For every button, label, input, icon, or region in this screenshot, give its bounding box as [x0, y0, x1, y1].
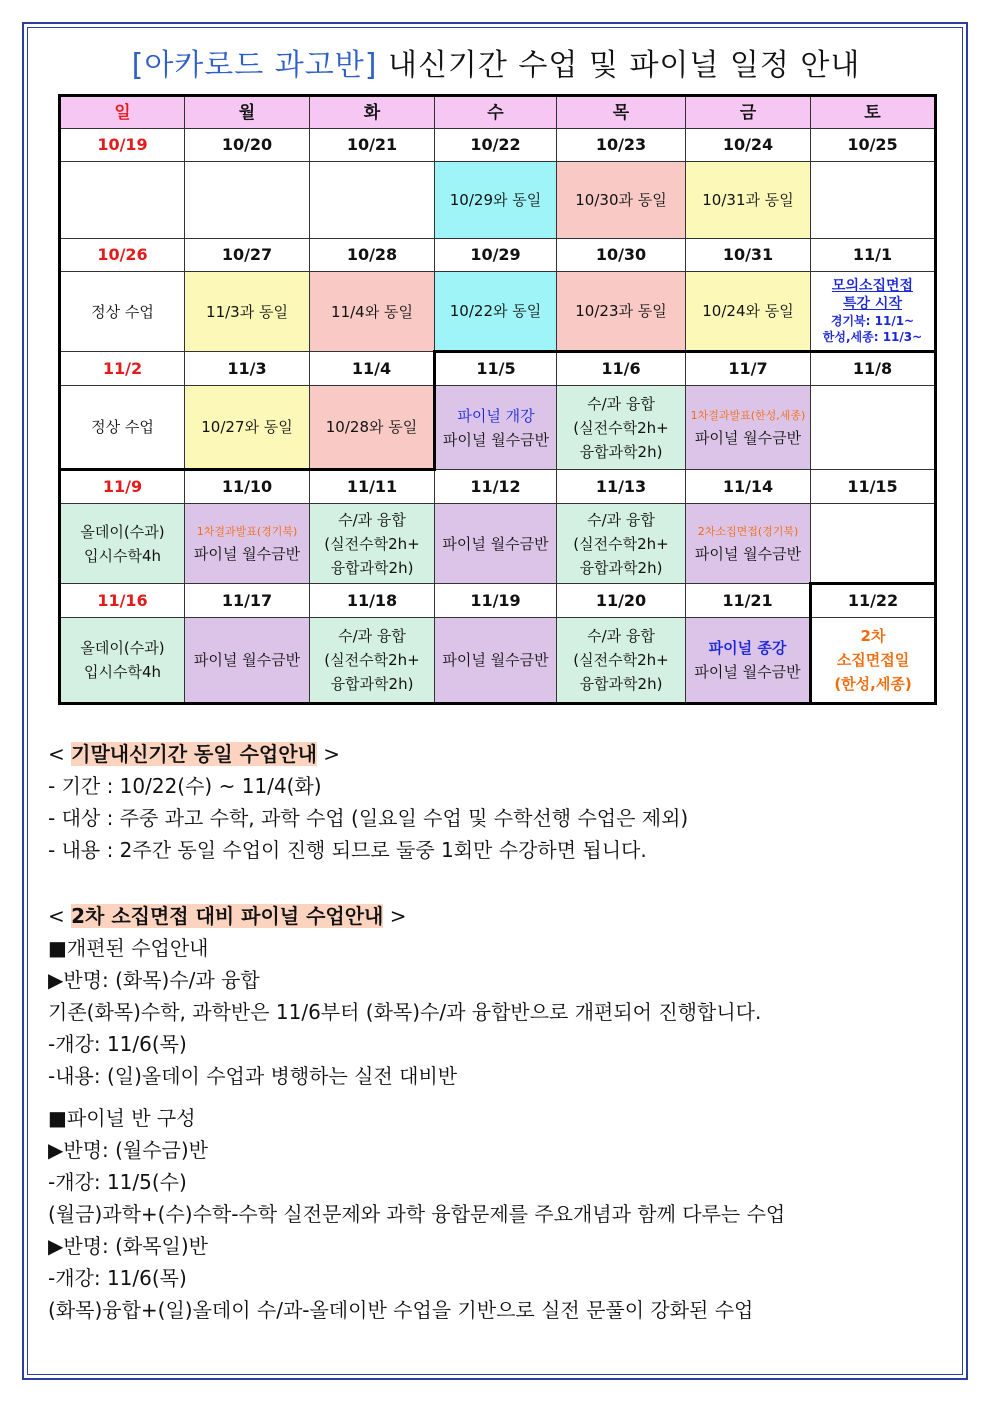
mock-interview-start: 특강 시작 [843, 296, 902, 312]
event-cell-fusion [557, 386, 686, 470]
date-cell: 11/12 [435, 470, 557, 504]
date-cell: 11/17 [185, 584, 310, 618]
date-cell: 10/26 [60, 239, 185, 272]
fusion-math: (실전수학2h+ [324, 534, 420, 553]
date-cell: 11/5 [435, 352, 557, 386]
date-cell: 11/21 [686, 584, 811, 618]
notice2-open2: -개강: 11/5(수) [48, 1170, 187, 1194]
event-cell [811, 504, 936, 584]
second-interview-l2: 소집면접일 [836, 651, 910, 669]
event-cell-allday [60, 504, 185, 584]
event-cell: 11/3과 동일 [185, 272, 310, 352]
week2-events [60, 272, 936, 352]
notice2-open1: -개강: 11/6(목) [48, 1032, 187, 1056]
date-cell: 10/21 [310, 129, 435, 162]
fusion-science: 융합과학2h) [330, 558, 414, 577]
date-cell: 11/3 [185, 352, 310, 386]
fusion-science: 융합과학2h) [579, 675, 663, 693]
event-cell: 10/22와 동일 [435, 272, 557, 352]
event-cell: 파이널 월수금반 [435, 618, 557, 704]
event-cell-fusion [310, 504, 435, 584]
result-announce: 1차결과발표(한성,세종) [690, 408, 806, 422]
date-cell: 11/1 [811, 239, 936, 272]
date-cell: 11/2 [60, 352, 185, 386]
date-cell: 10/30 [557, 239, 686, 272]
fusion-math: (실전수학2h+ [573, 418, 669, 437]
week1-dates [60, 129, 936, 162]
fusion-title: 수/과 융합 [587, 510, 655, 529]
notice2-open3: -개강: 11/6(목) [48, 1266, 187, 1290]
week5-dates [60, 584, 936, 618]
date-cell: 11/6 [557, 352, 686, 386]
event-cell: 10/29와 동일 [435, 162, 557, 239]
notice2-content1: -내용: (일)올데이 수업과 병행하는 실전 대비반 [48, 1064, 458, 1088]
event-cell: 10/28와 동일 [310, 386, 435, 470]
weekday-sun: 일 [60, 96, 185, 129]
event-cell-result [686, 386, 811, 470]
week3-events [60, 386, 936, 470]
event-cell: 10/31과 동일 [686, 162, 811, 239]
weekday-thu: 목 [557, 96, 686, 129]
date-cell: 11/4 [310, 352, 435, 386]
fusion-math: (실전수학2h+ [573, 651, 669, 669]
allday-math: 입시수학4h [83, 546, 161, 565]
date-cell: 10/27 [185, 239, 310, 272]
fusion-title: 수/과 융합 [587, 394, 655, 413]
final-class-label: 파이널 월수금반 [694, 544, 802, 563]
event-cell [811, 386, 936, 470]
event-cell-final-open [435, 386, 557, 470]
event-cell [185, 162, 310, 239]
week4-dates [60, 470, 936, 504]
result-announce: 1차결과발표(경기북) [196, 524, 298, 538]
date-cell: 11/15 [811, 470, 936, 504]
notice2-sec1: ■개편된 수업안내 [48, 936, 209, 960]
fusion-title: 수/과 융합 [587, 627, 655, 645]
event-cell: 11/4와 동일 [310, 272, 435, 352]
date-cell: 11/10 [185, 470, 310, 504]
event-cell-interview [686, 504, 811, 584]
interview-announce: 2차소집면접(경기북) [697, 524, 799, 538]
event-cell-fusion [310, 618, 435, 704]
event-cell-result [185, 504, 310, 584]
weekday-wed: 수 [435, 96, 557, 129]
date-cell: 11/18 [310, 584, 435, 618]
event-cell-mock-interview [811, 272, 936, 352]
event-cell: 10/23과 동일 [557, 272, 686, 352]
event-cell-second-interview [811, 618, 936, 704]
notice2-desc1: 기존(화목)수학, 과학반은 11/6부터 (화목)수/과 융합반으로 개편되어 진행합니다. [48, 1000, 762, 1024]
notice2-desc3: (화목)융합+(일)올데이 수/과-올데이반 수업을 기반으로 실전 문풀이 강화된 수업 [48, 1298, 754, 1322]
notice2-desc2: (월금)과학+(수)수학-수학 실전문제와 과학 융합문제를 주요개념과 함께 다루는 수업 [48, 1202, 786, 1226]
event-cell: 정상 수업 [60, 386, 185, 470]
date-cell: 11/8 [811, 352, 936, 386]
fusion-science: 융합과학2h) [330, 675, 414, 693]
mock-interview-hansung: 한성,세종: 11/3~ [822, 330, 923, 344]
notice1-heading: < 기말내신기간 동일 수업안내 > [48, 742, 341, 766]
event-cell: 정상 수업 [60, 272, 185, 352]
date-cell: 10/19 [60, 129, 185, 162]
week4-events [60, 504, 936, 584]
final-class-label: 파이널 월수금반 [694, 663, 801, 681]
allday-title: 올데이(수과) [80, 522, 165, 541]
fusion-science: 융합과학2h) [579, 558, 663, 577]
event-cell: 10/24와 동일 [686, 272, 811, 352]
mock-interview-link[interactable]: 모의소집면접 [831, 278, 914, 294]
date-cell: 11/20 [557, 584, 686, 618]
mock-interview-north: 경기북: 11/1~ [830, 314, 915, 328]
allday-title: 올데이(수과) [80, 639, 165, 657]
notice1-period: - 기간 : 10/22(수) ~ 11/4(화) [48, 774, 322, 798]
notice1-content: - 내용 : 2주간 동일 수업이 진행 되므로 둘중 1회만 수강하면 됩니다. [48, 838, 647, 862]
date-cell: 10/22 [435, 129, 557, 162]
date-cell: 11/9 [60, 470, 185, 504]
event-cell [811, 162, 936, 239]
week3-dates [60, 352, 936, 386]
fusion-science: 융합과학2h) [579, 442, 663, 461]
notice2-sec2: ■파이널 반 구성 [48, 1106, 196, 1130]
notice2-heading-text: 2차 소집면접 대비 파이널 수업안내 [71, 904, 384, 928]
weekday-mon: 월 [185, 96, 310, 129]
date-cell: 10/23 [557, 129, 686, 162]
date-cell: 11/16 [60, 584, 185, 618]
date-cell: 11/22 [811, 584, 936, 618]
fusion-title: 수/과 융합 [338, 510, 406, 529]
week2-dates [60, 239, 936, 272]
page-title [0, 40, 992, 84]
final-close-label: 파이널 종강 [708, 639, 787, 657]
notice2-heading: < 2차 소집면접 대비 파이널 수업안내 > [48, 904, 407, 928]
title-brand: [아카로드 과고반] [131, 48, 378, 83]
date-cell: 11/7 [686, 352, 811, 386]
date-cell: 11/14 [686, 470, 811, 504]
notice2-class1: ▶반명: (화목)수/과 융합 [48, 968, 260, 992]
schedule-calendar [58, 94, 937, 705]
date-cell: 10/20 [185, 129, 310, 162]
date-cell: 10/24 [686, 129, 811, 162]
week5-events [60, 618, 936, 704]
date-cell: 11/11 [310, 470, 435, 504]
notice1-heading-text: 기말내신기간 동일 수업안내 [71, 742, 317, 766]
allday-math: 입시수학4h [83, 663, 161, 681]
event-cell [60, 162, 185, 239]
final-class-label: 파이널 월수금반 [193, 544, 301, 563]
event-cell: 파이널 월수금반 [185, 618, 310, 704]
final-open-label: 파이널 개강 [457, 406, 535, 425]
event-cell-final-close [686, 618, 811, 704]
fusion-math: (실전수학2h+ [324, 651, 420, 669]
title-text: 내신기간 수업 및 파이널 일정 안내 [377, 48, 861, 83]
date-cell: 11/13 [557, 470, 686, 504]
notice1-target: - 대상 : 주중 과고 수학, 과학 수업 (일요일 수업 및 수학선행 수업은 제외) [48, 806, 689, 830]
second-interview-l1: 2차 [860, 627, 886, 645]
event-cell [310, 162, 435, 239]
week1-events [60, 162, 936, 239]
date-cell: 10/28 [310, 239, 435, 272]
event-cell-fusion [557, 504, 686, 584]
date-cell: 10/29 [435, 239, 557, 272]
event-cell: 10/27와 동일 [185, 386, 310, 470]
final-class-label: 파이널 월수금반 [694, 428, 802, 447]
event-cell-allday [60, 618, 185, 704]
event-cell-fusion [557, 618, 686, 704]
weekday-tue: 화 [310, 96, 435, 129]
fusion-math: (실전수학2h+ [573, 534, 669, 553]
weekday-header [60, 96, 936, 129]
notice2-class3: ▶반명: (화목일)반 [48, 1234, 209, 1258]
second-interview-l3: (한성,세종) [834, 675, 912, 693]
notice2-class2: ▶반명: (월수금)반 [48, 1138, 209, 1162]
date-cell: 10/25 [811, 129, 936, 162]
final-class-label: 파이널 월수금반 [442, 430, 550, 449]
event-cell: 파이널 월수금반 [435, 504, 557, 584]
date-cell: 11/19 [435, 584, 557, 618]
weekday-fri: 금 [686, 96, 811, 129]
event-cell: 10/30과 동일 [557, 162, 686, 239]
date-cell: 10/31 [686, 239, 811, 272]
fusion-title: 수/과 융합 [338, 627, 406, 645]
weekday-sat: 토 [811, 96, 936, 129]
